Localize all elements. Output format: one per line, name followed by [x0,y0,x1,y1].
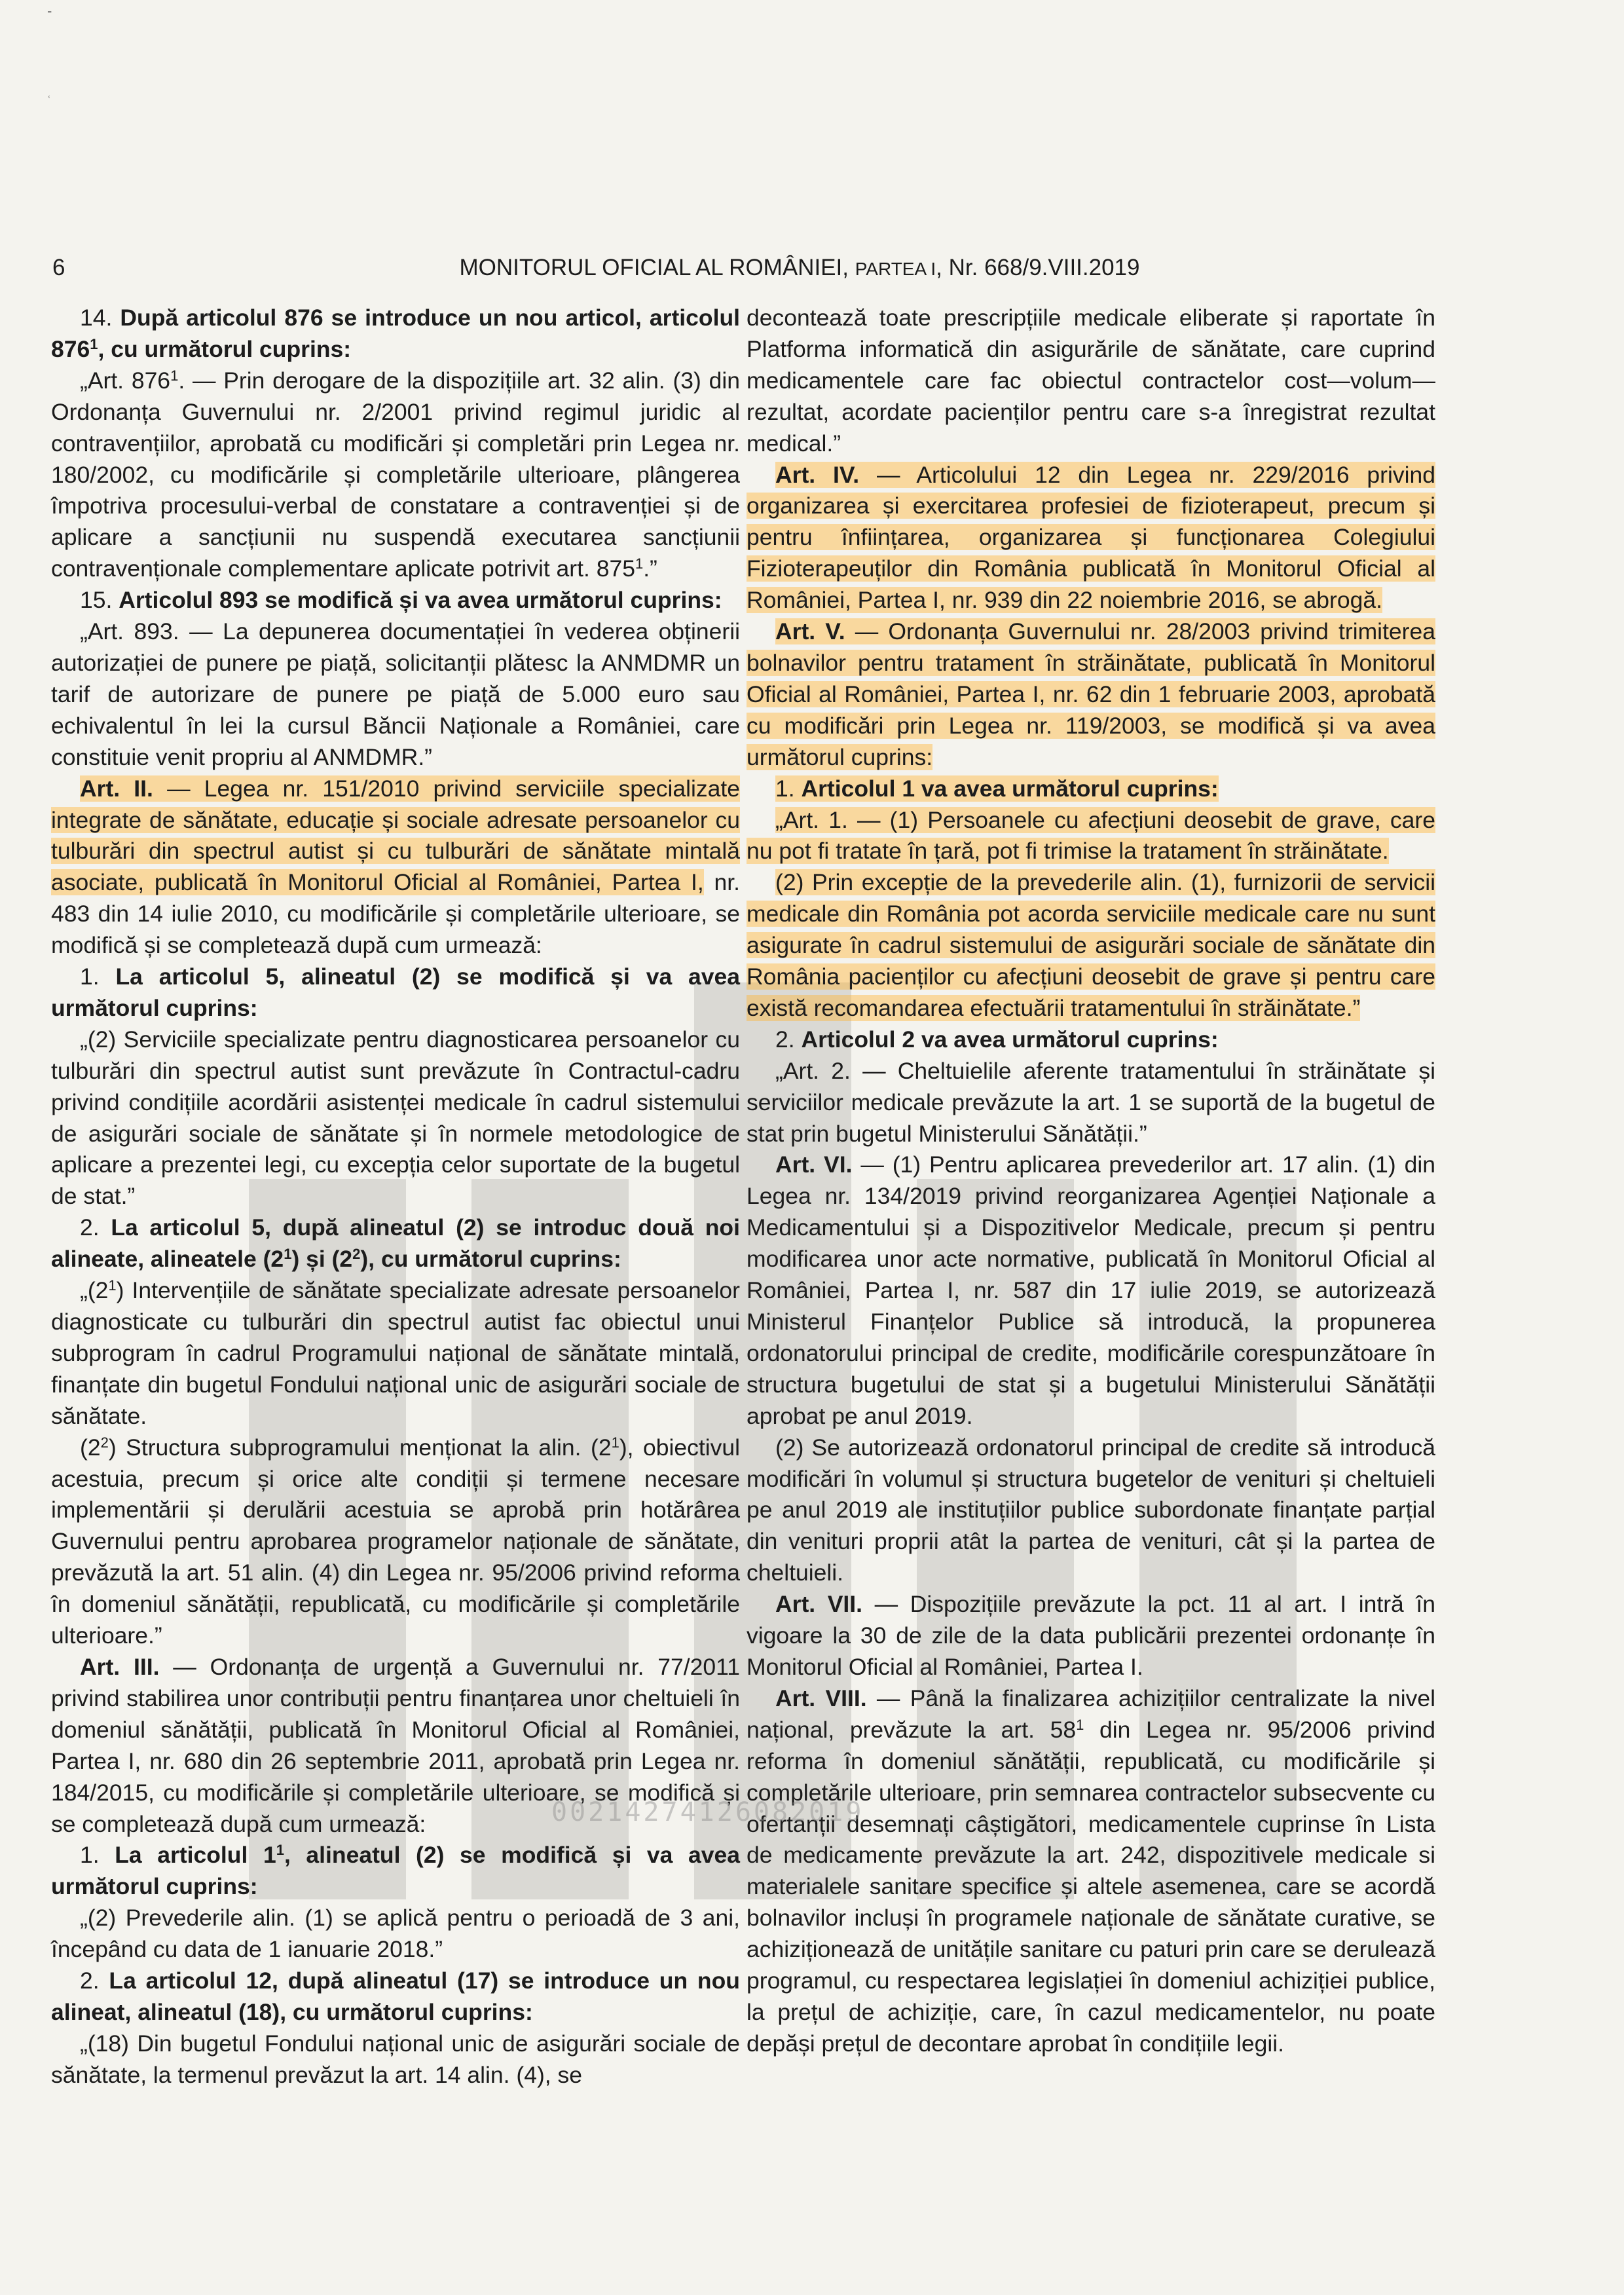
right-column [747,303,1435,2060]
scan-mark: - [47,3,52,19]
publication-title: MONITORUL OFICIAL AL ROMÂNIEI, PARTEA I, Nr. 668/9.VIII.2019 [459,255,1140,280]
article-2: Art. II. — Legea nr. 151/2010 privind serviciile specializate integrate de sănătate, educație și sociale adresate persoanelor cu tulburări din spectrul autist și cu tulburări de sănătate mintală asociate, publicată în Monitorul Oficial al României, Partea I, nr. 483 din 14 iulie 2010, cu modificările și completările ulterioare, se modifică și se completează după cum urmează: [51,775,741,959]
article-7: Art. VII. — Dispozițiile prevăzute la pct. 11 al art. I intră în vigoare la 30 de zile de la data publicării prezentei ordonanțe în Monitorul Oficial al României, Partea I. [747,1591,1435,1680]
paragraph: decontează toate prescripțiile medicale eliberate și raportate în Platforma informatică din asigurările de sănătate, care cuprind medicamentele care fac obiectul contractelor cost—volum—rezultat, acordate pacienților pentru care s-a înregistrat rezultat medical.” [747,305,1435,457]
paragraph: „(18) Din bugetul Fondului național unic de asigurări sociale de sănătate, la termenul prevăzut la art. 14 alin. (4), se [51,2030,740,2088]
page-header [52,252,1547,284]
paragraph: „(2) Prevederile alin. (1) se aplică pentru o perioadă de 3 ani, începând cu data de 1 ianuarie 2018.” [51,1905,740,1963]
article-8: Art. VIII. — Până la finalizarea achizițiilor centralizate la nivel național, prevăzute la art. $58^1$ din Legea nr. 95/2006 privind reforma în domeniul sănătății, republicată, cu modificările și completările ulterioare, prin semnarea contractelor subsecvente cu ofertanții desemnați câștigători, medicamentele cuprinse în Lista de medicamente prevăzute la art. 242, dispozitivele medicale si materialele sanitare specifice și altele asemenea, care se acordă bolnavilor incluși în programele naționale de sănătate curative, se achiziționează de unitățile sanitare cu paturi prin care se derulează programul, cu respectarea legislației în domeniul achiziției publice, la prețul de achiziție, care, în cazul medicamentelor, nu poate depăși prețul de decontare aprobat în condițiile legii. [747,1685,1435,2057]
paragraph: „(2) Serviciile specializate pentru diagnosticarea persoanelor cu tulburări din spectrul autist sunt prevăzute în Contractul-cadru privind condițiile acordării asistenței medicale în cadrul sistemului de asigurări sociale de sănătate și în normele metodologice de aplicare a prezentei legi, cu excepția celor suportate de la bugetul de stat.” [51,1026,740,1210]
paragraph: 1. La articolul $1^1$, alineatul (2) se modifică și va avea următorul cuprins: [51,1842,740,1900]
paragraph: 2. La articolul 5, după alineatul (2) se introduc două noi alineate, alineatele $(2^1)$ și $(2^2)$, cu următorul cuprins: [51,1214,740,1273]
paragraph: 2. La articolul 12, după alineatul (17) se introduce un nou alineat, alineatul (18), cu următorul cuprins: [51,1968,740,2025]
paragraph: $(2^2)$ Structura subprogramului menționat la alin. $(2^1)$, obiectivul acestuia, precum și orice alte condiții și termene necesare implementării și derulării acestuia se aprobă prin hotărârea Guvernului pentru aprobarea programelor naționale de sănătate, prevăzută la art. 51 alin. (4) din Legea nr. 95/2006 privind reforma în domeniul sănătății, republicată, cu modificările și completările ulterioare.” [51,1434,741,1649]
paragraph: 14. După articolul 876 se introduce un nou articol, articolul $876^1$, cu următorul cuprins: [51,305,740,362]
scan-mark: ʿ [47,94,51,107]
paragraph: „Art. 893. — La depunerea documentației în vederea obținerii autorizației de punere pe piață, solicitanții plătesc la ANMDMR un tarif de autorizare de punere pe piață de 5.000 euro sau echivalentul în lei la cursul Băncii Naționale a României, care constituie venit propriu al ANMDMR.” [51,618,740,770]
paragraph: „Art. 1. — (1) Persoanele cu afecțiuni deosebit de grave, care nu pot fi tratate în țară, pot fi trimise la tratament în străinătate. [747,806,1435,865]
document-stamp: 00214274126082019 [551,1797,864,1827]
paragraph: 15. Articolul 893 se modifică și va avea următorul cuprins: [80,587,722,614]
paragraph: 2. Articolul 2 va avea următorul cuprins: [775,1026,1219,1053]
paragraph: (2) Se autorizează ordonatorul principal de credite să introducă modificări în volumul și structura bugetelor de venituri și cheltuieli pe anul 2019 ale instituțiilor publice subordonate finanțate parțial din venituri proprii atât la partea de venituri, cât și la partea de cheltuieli. [747,1434,1435,1586]
page-number: 6 [52,255,65,280]
paragraph: (2) Prin excepție de la prevederile alin. (1), furnizorii de servicii medicale din România pot acorda serviciile medicale care nu sunt asigurate în cadrul sistemului de asigurări sociale de sănătate din România pacienților cu afecțiuni deosebit de grave și pentru care există recomandarea efectuării tratamentului în străinătate.” [747,869,1435,1021]
article-6: Art. VI. — (1) Pentru aplicarea prevederilor art. 17 alin. (1) din Legea nr. 134/2019 privind reorganizarea Agenției Naționale a Medicamentului și a Dispozitivelor Medicale, precum și pentru modificarea unor acte normative, publicată în Monitorul Oficial al României, Partea I, nr. 587 din 17 iulie 2019, se autorizează Ministerul Finanțelor Publice să introducă, la propunerea ordonatorului principal de credite, modificările corespunzătoare în structura bugetului de stat și a bugetului Ministerului Sănătății aprobat pe anul 2019. [747,1151,1435,1429]
article-3: Art. III. — Ordonanța de urgență a Guvernului nr. 77/2011 privind stabilirea unor contribuții pentru finanțarea unor cheltuieli în domeniul sănătății, publicată în Monitorul Oficial al României, Partea I, nr. 680 din 26 septembrie 2011, aprobată prin Legea nr. 184/2015, cu modificările și completările ulterioare, se modifică și se completează după cum urmează: [51,1653,740,1837]
paragraph: „Art. $876^1$. — Prin derogare de la dispozițiile art. 32 alin. (3) din Ordonanța Guvernului nr. 2/2001 privind regimul juridic al contravențiilor, aprobată cu modificări și completări prin Legea nr. 180/2002, cu modificările și completările ulterioare, plângerea împotriva procesului-verbal de constatare a contravenției și de aplicare a sancțiunii nu suspendă executarea sancțiunii contravenționale complementare aplicate potrivit art. $875^1$.” [51,367,740,582]
paragraph: 1. La articolul 5, alineatul (2) se modifică și va avea următorul cuprins: [51,963,740,1021]
article-5: Art. V. — Ordonanța Guvernului nr. 28/2003 privind trimiterea bolnavilor pentru tratament în străinătate, publicată în Monitorul Oficial al României, Partea I, nr. 62 din 1 februarie 2003, aprobată cu modificări prin Legea nr. 119/2003, se modifică și va avea următorul cuprins: [747,618,1435,770]
paragraph: 1. Articolul 1 va avea următorul cuprins: [775,775,1219,802]
article-4: Art. IV. — Articolului 12 din Legea nr. 229/2016 privind organizarea și exercitarea profesiei de fizioterapeut, precum și pentru înființarea, organizarea și funcționarea Colegiului Fizioterapeuților din România publicată în Monitorul Oficial al României, Partea I, nr. 939 din 22 noiembrie 2016, se abrogă. [747,461,1435,614]
paragraph: „Art. 2. — Cheltuielile aferente tratamentului în străinătate și serviciilor medicale prevăzute la art. 1 se suportă de la bugetul de stat prin bugetul Ministerului Sănătății.” [747,1057,1435,1147]
paragraph: $„(2^1)$ Intervențiile de sănătate specializate adresate persoanelor diagnosticate cu tulburări din spectrul autist fac obiectul unui subprogram în cadrul Programului național de sănătate mintală, finanțate din bugetul Fondului național unic de asigurări sociale de sănătate. [51,1277,740,1429]
